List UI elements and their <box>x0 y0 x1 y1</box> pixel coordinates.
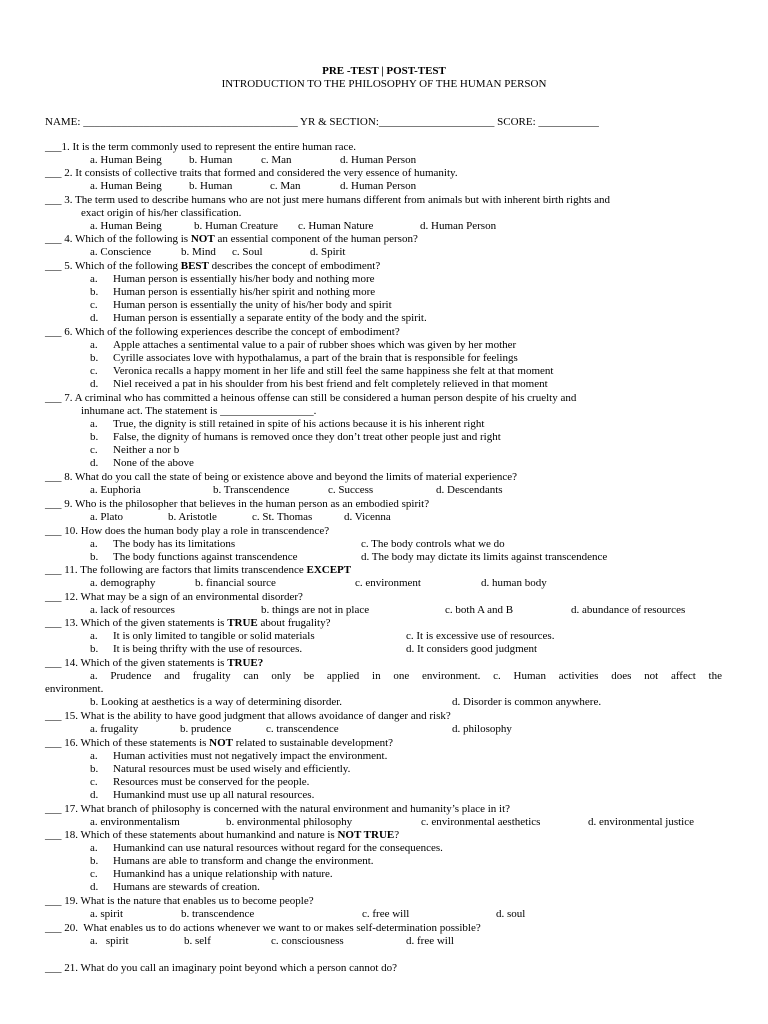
answer-option[interactable]: b. prudence <box>180 723 232 735</box>
answer-option[interactable] <box>90 352 518 365</box>
question-text: EXCEPT <box>306 564 352 576</box>
answer-blank[interactable]: ___ <box>45 326 62 338</box>
question-text: TRUE? <box>227 657 264 669</box>
answer-blank[interactable]: ___ <box>45 564 62 576</box>
option-letter: c. <box>90 299 98 311</box>
answer-option[interactable]: d. Human Person <box>340 180 417 192</box>
answer-option[interactable]: d. Human Person <box>420 220 497 232</box>
question-3 <box>45 194 610 207</box>
question-text-continued: inhumane act. The statement is _________________. <box>81 405 317 417</box>
question-text: 13. Which of the given statements is <box>61 617 228 629</box>
answer-option[interactable]: d. Descendants <box>436 484 503 496</box>
answer-option[interactable] <box>90 365 553 378</box>
question-text: 19. What is the nature that enables us to become people? <box>61 895 314 907</box>
question-text: 17. What branch of philosophy is concerned with the natural environment and humanity’s place in it? <box>61 803 511 815</box>
option-text: The body has its limitations <box>113 538 236 550</box>
answer-blank[interactable]: ___ <box>45 737 62 749</box>
question-9 <box>45 498 429 511</box>
answer-option[interactable]: c. Man <box>261 154 292 166</box>
answer-option[interactable]: d. free will <box>406 935 454 947</box>
question-text: 8. What do you call the state of being or existence above and beyond the limits of material experience? <box>61 471 518 483</box>
answer-option[interactable]: a. Plato <box>90 511 123 523</box>
question-16 <box>45 737 393 750</box>
answer-option[interactable]: a. Conscience <box>90 246 152 258</box>
answer-option[interactable]: b. self <box>184 935 211 947</box>
answer-option[interactable]: b. transcendence <box>181 908 255 920</box>
answer-option[interactable]: d. Disorder is common anywhere. <box>452 696 602 708</box>
answer-option[interactable]: b. environmental philosophy <box>226 816 353 828</box>
question-7 <box>45 392 576 405</box>
answer-option[interactable]: b. Aristotle <box>168 511 217 523</box>
option-letter: b. <box>90 431 99 443</box>
answer-option[interactable] <box>90 378 548 391</box>
option-text: Humankind can use natural resources without regard for the consequences. <box>113 842 443 854</box>
page-title: PRE -TEST | POST-TEST <box>322 65 446 77</box>
answer-option[interactable] <box>90 551 298 564</box>
answer-option[interactable]: a. Human Being <box>90 180 162 192</box>
answer-option[interactable]: d. soul <box>496 908 526 920</box>
answer-option[interactable]: d. Human Person <box>340 154 417 166</box>
answer-blank[interactable]: ___ <box>45 141 62 153</box>
answer-option[interactable]: b. financial source <box>195 577 276 589</box>
answer-option[interactable]: d. philosophy <box>452 723 512 735</box>
option-text: Niel received a pat in his shoulder from his best friend and felt completely relieved in that moment <box>113 378 548 390</box>
question-text: 2. It consists of collective traits that formed and considered the very essence of humanity. <box>61 167 458 179</box>
answer-option[interactable]: d. human body <box>481 577 547 589</box>
option-text: Humankind must use up all natural resources. <box>113 789 315 801</box>
answer-option[interactable]: b. Transcendence <box>213 484 290 496</box>
answer-option[interactable] <box>90 750 387 763</box>
answer-option[interactable]: a. spirit <box>90 908 123 920</box>
answer-option[interactable]: a. demography <box>90 577 156 589</box>
answer-option[interactable]: c. Man <box>270 180 301 192</box>
answer-blank[interactable]: ___ <box>45 829 62 841</box>
question-text: 9. Who is the philosopher that believes in the human person as an embodied spirit? <box>61 498 430 510</box>
question-text: 20. What enables us to do actions whenever we want to or makes self-determination possible? <box>61 922 481 934</box>
option-text: Resources must be conserved for the people. <box>113 776 310 788</box>
option-text: It is only limited to tangible or solid materials <box>113 630 315 642</box>
option-text: Humankind has a unique relationship with nature. <box>113 868 333 880</box>
answer-option[interactable]: b. Human <box>189 154 233 166</box>
question-text: 16. Which of these statements is <box>61 737 210 749</box>
question-text: 15. What is the ability to have good judgment that allows avoidance of danger and risk? <box>61 710 451 722</box>
question-8 <box>45 471 517 484</box>
option-text: Natural resources must be used wisely and efficiently. <box>113 763 351 775</box>
question-2 <box>45 167 458 180</box>
answer-option[interactable]: c. The body controls what we do <box>361 538 505 550</box>
option-text: Neither a nor b <box>113 444 180 456</box>
answer-option[interactable] <box>90 538 235 551</box>
question-13 <box>45 617 330 630</box>
question-text: 6. Which of the following experiences describe the concept of embodiment? <box>61 326 400 338</box>
answer-option[interactable] <box>90 881 260 894</box>
answer-option[interactable]: c. environmental aesthetics <box>421 816 541 828</box>
question-text: NOT TRUE <box>337 829 395 841</box>
option-letter: a. <box>90 273 98 285</box>
question-21 <box>45 962 397 975</box>
answer-option[interactable] <box>90 273 375 286</box>
option-letter: b. <box>90 352 99 364</box>
answer-option[interactable]: c. It is excessive use of resources. <box>406 630 555 642</box>
answer-option[interactable] <box>90 643 302 656</box>
answer-option[interactable]: a. Euphoria <box>90 484 141 496</box>
answer-option[interactable] <box>90 630 315 643</box>
question-text: related to sustainable development? <box>233 737 394 749</box>
option-letter: d. <box>90 312 99 324</box>
answer-option[interactable]: d. Vicenna <box>344 511 391 523</box>
answer-option[interactable]: a. Human Being <box>90 154 162 166</box>
option-letter: b. <box>90 551 99 563</box>
answer-blank[interactable]: ___ <box>45 498 62 510</box>
answer-option[interactable] <box>90 763 350 776</box>
answer-option[interactable] <box>90 457 194 470</box>
answer-blank[interactable]: ___ <box>45 962 62 974</box>
answer-option[interactable]: b. things are not in place <box>261 604 370 616</box>
question-text: describes the concept of embodiment? <box>208 260 381 272</box>
option-letter: d. <box>90 378 99 390</box>
answer-option[interactable]: c. transcendence <box>266 723 339 735</box>
page-subtitle: INTRODUCTION TO THE PHILOSOPHY OF THE HUMAN PERSON <box>221 78 547 90</box>
question-18 <box>45 829 399 842</box>
option-letter: d. <box>90 881 99 893</box>
answer-blank[interactable]: ___ <box>45 471 62 483</box>
question-11 <box>45 564 351 577</box>
answer-blank[interactable]: ___ <box>45 167 62 179</box>
answer-option[interactable]: c. environment <box>355 577 421 589</box>
option-text: Human activities must not negatively impact the environment. <box>113 750 388 762</box>
answer-option[interactable] <box>90 868 333 881</box>
question-text: ? <box>394 829 400 841</box>
answer-option[interactable]: d. abundance of resources <box>571 604 686 616</box>
question-text: 4. Which of the following is <box>61 233 191 245</box>
option-letter: b. <box>90 763 99 775</box>
question-12 <box>45 591 303 604</box>
option-text: Veronica recalls a happy moment in her life and still feel the same happiness she felt at that moment <box>113 365 554 377</box>
answer-option[interactable]: d. environmental justice <box>588 816 694 828</box>
question-text: 7. A criminal who has committed a heinous offense can still be considered a human person despite of his cruelty and <box>61 392 577 404</box>
question-17 <box>45 803 510 816</box>
option-letter: b. <box>90 855 99 867</box>
option-text: Human person is essentially his/her body and nothing more <box>113 273 375 285</box>
answer-option[interactable]: d. Spirit <box>310 246 346 258</box>
answer-option[interactable]: b. Looking at aesthetics is a way of determining disorder. <box>90 696 343 708</box>
question-text: 3. The term used to describe humans who are not just mere humans different from animals but with inherent birth rights and <box>61 194 611 206</box>
answer-option[interactable]: c. Soul <box>232 246 263 258</box>
question-text: NOT <box>209 737 234 749</box>
question-1 <box>45 141 356 154</box>
option-letter: a. <box>90 630 98 642</box>
option-letter: a. <box>90 842 98 854</box>
answer-blank[interactable]: ___ <box>45 194 62 206</box>
answer-option[interactable] <box>90 418 484 431</box>
question-10 <box>45 525 329 538</box>
answer-option[interactable] <box>90 312 427 325</box>
option-letter: c. <box>90 365 98 377</box>
answer-blank[interactable]: ___ <box>45 260 62 272</box>
option-text: Cyrille associates love with hypothalamus, a part of the brain that is responsible for feelings <box>113 352 518 364</box>
question-text: an essential component of the human person? <box>214 233 418 245</box>
question-4 <box>45 233 418 246</box>
answer-option[interactable]: a. environmentalism <box>90 816 180 828</box>
answer-blank[interactable]: ___ <box>45 525 62 537</box>
option-letter: b. <box>90 286 99 298</box>
question-text: about frugality? <box>257 617 331 629</box>
answer-blank[interactable]: ___ <box>45 803 62 815</box>
answer-option[interactable]: a. lack of resources <box>90 604 175 616</box>
answer-option[interactable]: d. The body may dictate its limits against transcendence <box>361 551 608 563</box>
answer-option[interactable]: d. It considers good judgment <box>406 643 538 655</box>
question-text: 18. Which of these statements about humankind and nature is <box>61 829 338 841</box>
option-letter: a. <box>90 538 98 550</box>
answer-option[interactable] <box>90 339 516 352</box>
answer-blank[interactable]: ___ <box>45 895 62 907</box>
answer-blank[interactable]: ___ <box>45 233 62 245</box>
answer-blank[interactable]: ___ <box>45 922 62 934</box>
answer-option[interactable]: b. Human <box>189 180 233 192</box>
question-text: 14. Which of the given statements is <box>61 657 228 669</box>
option-letter: b. <box>90 643 99 655</box>
answer-option[interactable]: b. Human Creature <box>194 220 278 232</box>
question-5 <box>45 260 380 273</box>
answer-blank[interactable]: ___ <box>45 710 62 722</box>
question-text: BEST <box>180 260 209 272</box>
option-letter: c. <box>90 868 98 880</box>
answer-blank[interactable]: ___ <box>45 591 62 603</box>
option-text: None of the above <box>113 457 194 469</box>
answer-option[interactable]: c. Success <box>328 484 374 496</box>
option-text: It is being thrifty with the use of resources. <box>113 643 303 655</box>
question-text: TRUE <box>227 617 258 629</box>
question-text: 1. It is the term commonly used to represent the entire human race. <box>61 141 356 153</box>
option-text: Humans are stewards of creation. <box>113 881 260 893</box>
option-letter: a. <box>90 418 98 430</box>
option-letter: c. <box>90 776 98 788</box>
option-text: Human person is essentially a separate entity of the body and the spirit. <box>113 312 427 324</box>
question-text: 10. How does the human body play a role in transcendence? <box>61 525 330 537</box>
option-letter: c. <box>90 444 98 456</box>
question-text: NOT <box>190 233 215 245</box>
answer-option[interactable] <box>90 776 309 789</box>
answer-option[interactable]: a. frugality <box>90 723 139 735</box>
answer-option[interactable] <box>90 431 501 444</box>
answer-blank[interactable]: ___ <box>45 657 62 669</box>
option-text: Humans are able to transform and change the environment. <box>113 855 374 867</box>
question-14 <box>45 657 263 670</box>
question-19 <box>45 895 314 908</box>
answer-option[interactable]: c. Human Nature <box>298 220 374 232</box>
question-20 <box>45 922 481 935</box>
answer-option[interactable] <box>90 842 443 855</box>
answer-option[interactable]: c. St. Thomas <box>252 511 313 523</box>
question-6 <box>45 326 400 339</box>
question-text: 21. What do you call an imaginary point beyond which a person cannot do? <box>61 962 398 974</box>
answer-blank[interactable]: ___ <box>45 617 62 629</box>
answer-option[interactable] <box>90 444 179 457</box>
option-letter: a. <box>90 339 98 351</box>
option-letter: a. <box>90 750 98 762</box>
option-text: Apple attaches a sentimental value to a pair of rubber shoes which was given by her mother <box>113 339 517 351</box>
answer-option[interactable]: a. spirit <box>90 935 129 947</box>
option-text: Human person is essentially the unity of his/her body and spirit <box>113 299 392 311</box>
answer-option[interactable] <box>90 299 392 312</box>
answer-option[interactable]: c. free will <box>362 908 410 920</box>
answer-option[interactable]: c. both A and B <box>445 604 514 616</box>
question-15 <box>45 710 451 723</box>
option-text: False, the dignity of humans is removed once they don’t treat other people just and right <box>113 431 501 443</box>
question-text: 11. The following are factors that limits transcendence <box>61 564 307 576</box>
option-row-wrap: environment. <box>45 683 104 695</box>
question-text: 12. What may be a sign of an environmental disorder? <box>61 591 303 603</box>
option-text: True, the dignity is still retained in spite of his actions because it is his inherent right <box>113 418 485 430</box>
option-letter: d. <box>90 457 99 469</box>
answer-option[interactable]: c. consciousness <box>271 935 344 947</box>
question-text-continued: exact origin of his/her classification. <box>81 207 242 219</box>
answer-option[interactable]: b. Mind <box>181 246 216 258</box>
question-text: 5. Which of the following <box>61 260 181 272</box>
answer-option[interactable] <box>90 855 374 868</box>
option-text: The body functions against transcendence <box>113 551 298 563</box>
option-text: Human person is essentially his/her spirit and nothing more <box>113 286 376 298</box>
option-letter: d. <box>90 789 99 801</box>
answer-option[interactable] <box>90 286 375 299</box>
answer-option[interactable]: a. Human Being <box>90 220 162 232</box>
answer-option[interactable] <box>90 789 314 802</box>
answer-blank[interactable]: ___ <box>45 392 62 404</box>
option-row: a. Prudence and frugality can only be applied in one environment. c. Human activities does not affect the <box>90 670 722 682</box>
student-info-fields: NAME: _______________________________________ YR & SECTION:_____________________ SCORE: ___________ <box>45 116 599 128</box>
